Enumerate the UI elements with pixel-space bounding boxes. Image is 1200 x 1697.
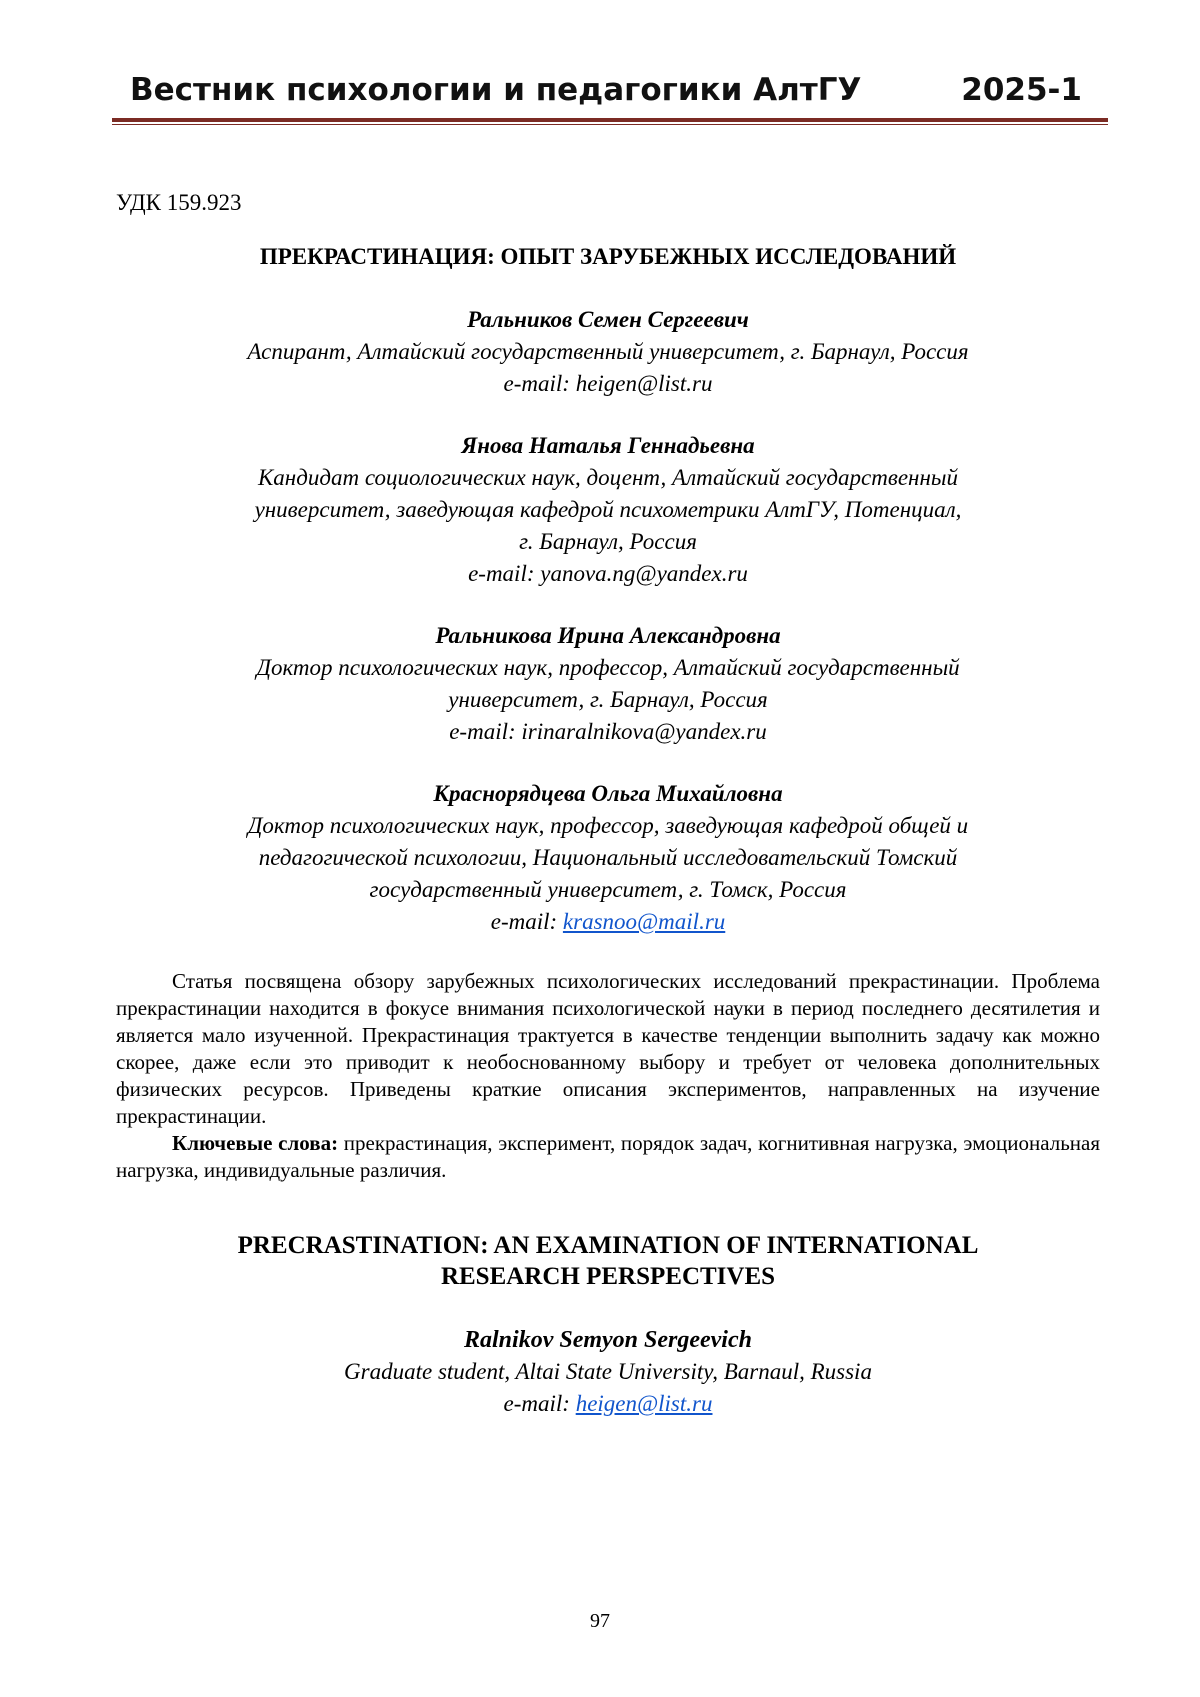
author-affiliation: г. Барнаул, Россия [116,526,1100,558]
email-label: e-mail: [449,719,521,744]
issue-number: 2025-1 [961,72,1082,108]
article-body [116,190,1100,1450]
author-email [116,558,1100,590]
author-name: Ральникова Ирина Александровна [116,620,1100,652]
email-label: e-mail: [504,371,576,396]
author-affiliation: Доктор психологических наук, профессор, Алтайский государственный [116,652,1100,684]
email-label: e-mail: [491,909,563,934]
author-block [116,778,1100,938]
email-link[interactable]: heigen@list.ru [576,1391,713,1416]
author-affiliation: Кандидат социологических наук, доцент, Алтайский государственный [116,462,1100,494]
title-en-line: PRECRASTINATION: AN EXAMINATION OF INTERNATIONAL [116,1230,1100,1261]
author-affiliation: университет, г. Барнаул, Россия [116,684,1100,716]
author-name: Ralnikov Semyon Sergeevich [116,1324,1100,1356]
keywords-paragraph [116,1130,1100,1184]
author-name: Ральников Семен Сергеевич [116,304,1100,336]
running-header [112,72,1108,120]
author-block-en [116,1324,1100,1420]
abstract-paragraph: Статья посвящена обзору зарубежных психологических исследований прекрастинации. Проблема прекрастинации находится в фокусе внимания психологической науки в период последнего десятилетия и является мало изученной. Прекрастинация трактуется в качестве тенденции выполнить задачу как можно скорее, даже если это приводит к необоснованному выбору и требует от человека дополнительных физических ресурсов. Приведены краткие описания экспериментов, направленных на изучение прекрастинации. [116,968,1100,1130]
author-affiliation: Graduate student, Altai State University, Barnaul, Russia [116,1356,1100,1388]
author-affiliation: Доктор психологических наук, профессор, заведующая кафедрой общей и [116,810,1100,842]
udk-code: УДК 159.923 [116,190,1100,216]
email-address: irinaralnikova@yandex.ru [521,719,766,744]
keywords-label: Ключевые слова: [172,1131,338,1155]
email-label: e-mail: [468,561,540,586]
author-email [116,906,1100,938]
author-block [116,620,1100,748]
author-affiliation: государственный университет, г. Томск, Россия [116,874,1100,906]
header-rule-thick [112,118,1108,122]
author-name: Краснорядцева Ольга Михайловна [116,778,1100,810]
author-affiliation: Аспирант, Алтайский государственный университет, г. Барнаул, Россия [116,336,1100,368]
author-block [116,304,1100,400]
author-block [116,430,1100,590]
article-title-ru: ПРЕКРАСТИНАЦИЯ: ОПЫТ ЗАРУБЕЖНЫХ ИССЛЕДОВАНИЙ [116,244,1100,270]
email-address: heigen@list.ru [576,371,713,396]
abstract-ru [116,968,1100,1184]
email-address: yanova.ng@yandex.ru [540,561,748,586]
email-link[interactable]: krasnoo@mail.ru [563,909,725,934]
keywords-text: прекрастинация, эксперимент, порядок задач, когнитивная нагрузка, эмоциональная нагрузка, индивидуальные различия. [116,1131,1100,1182]
author-affiliation: педагогической психологии, Национальный исследовательский Томский [116,842,1100,874]
journal-title: Вестник психологии и педагогики АлтГУ [130,72,861,108]
author-email [116,1388,1100,1420]
header-rule-thin [112,124,1108,125]
document-page [0,0,1200,1697]
title-en-line: RESEARCH PERSPECTIVES [116,1261,1100,1292]
email-label: e-mail: [504,1391,576,1416]
author-email [116,368,1100,400]
page-number: 97 [0,1610,1200,1633]
author-affiliation: университет, заведующая кафедрой психометрики АлтГУ, Потенциал, [116,494,1100,526]
author-email [116,716,1100,748]
author-name: Янова Наталья Геннадьевна [116,430,1100,462]
article-title-en [116,1230,1100,1292]
